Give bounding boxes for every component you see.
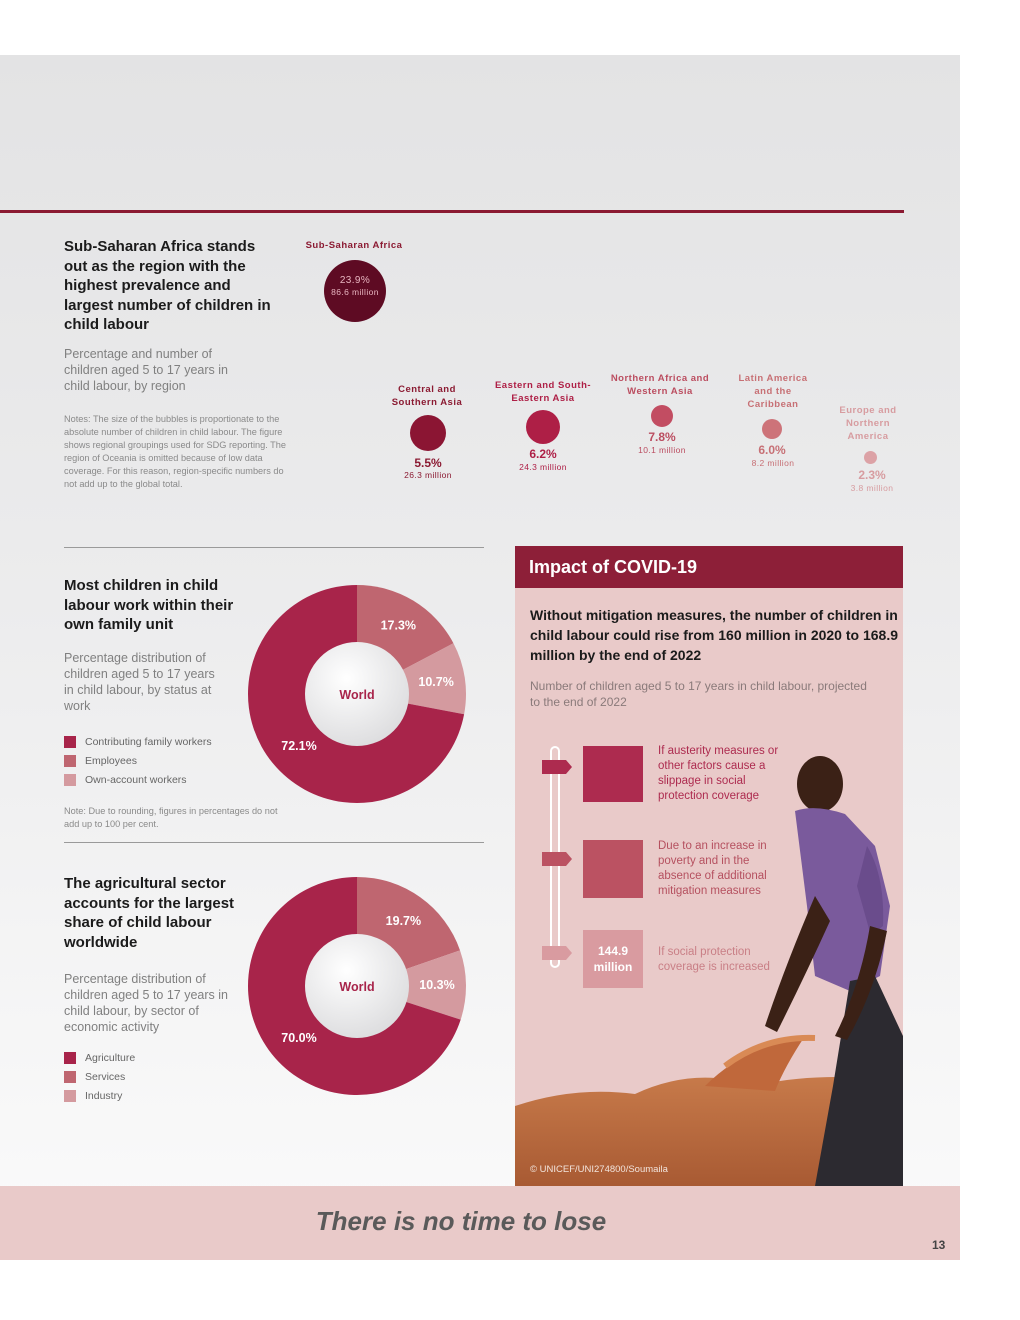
- scenario-square: 144.9 million: [583, 930, 643, 988]
- donut-data-label: 10.7%: [418, 675, 454, 690]
- region-label-lac: Latin America and the Caribbean: [738, 373, 808, 410]
- legend-swatch: [64, 774, 76, 786]
- covid-heading: Without mitigation measures, the number of children in child labour could rise from 160 million in 2020 to 168.9 million by the end of 2022: [530, 607, 898, 663]
- region-mil-csa: 26.3 million: [404, 470, 452, 480]
- regions-heading: Sub-Saharan Africa stands out as the region with the highest prevalence and largest number of children in child labour: [64, 238, 271, 333]
- donut-data-label: 19.7%: [385, 913, 422, 928]
- legend-swatch: [64, 1090, 76, 1102]
- marker-icon: [542, 852, 572, 866]
- status-heading: Most children in child labour work within their own family unit: [64, 577, 234, 633]
- sector-heading: The agricultural sector accounts for the largest share of child labour worldwide: [64, 875, 235, 951]
- legend-swatch: [64, 1052, 76, 1064]
- region-pct-ssa: 23.9%: [339, 275, 371, 286]
- legend-swatch: [64, 755, 76, 767]
- legend-label: Services: [85, 1070, 126, 1083]
- legend-label: Industry: [85, 1089, 123, 1102]
- section-divider-1: [64, 547, 484, 548]
- region-label-esea: Eastern and South-Eastern Asia: [494, 380, 592, 404]
- sector-subtext: Percentage distribution of children aged 5 to 17 years in child labour, by sector of economic activity: [64, 972, 228, 1034]
- legend-item: [64, 1048, 135, 1067]
- scenario-text: If austerity measures or other factors cause a slippage in social protection coverage: [658, 745, 779, 802]
- region-mil-ena: 3.8 million: [850, 483, 894, 493]
- legend-label: Agriculture: [85, 1051, 136, 1064]
- page-number: 13: [932, 1238, 946, 1252]
- region-label-ssa: Sub-Saharan Africa: [305, 240, 403, 251]
- covid-subtext: Number of children aged 5 to 17 years in child labour, projected to the end of 2022: [530, 679, 867, 709]
- sector-donut-chart: [247, 876, 467, 1096]
- status-subtext: Percentage distribution of children aged 5 to 17 years in child labour, by status at work: [64, 651, 215, 713]
- covid-title: Impact of COVID-19: [515, 546, 903, 588]
- marker-icon: [542, 946, 572, 960]
- photo-credit: © UNICEF/UNI274800/Soumaila: [530, 1164, 668, 1175]
- scenario-square: [583, 746, 643, 802]
- region-label-csa: Central and Southern Asia: [391, 384, 463, 408]
- status-donut-chart: [247, 584, 467, 804]
- covid-panel: [515, 546, 903, 1186]
- region-bubble-csa: [410, 415, 446, 451]
- legend-swatch: [64, 736, 76, 748]
- region-pct-lac: 6.0%: [758, 443, 786, 457]
- legend-label: Employees: [85, 754, 137, 767]
- legend-item: [64, 732, 212, 751]
- region-mil-ssa: 86.6 million: [331, 287, 379, 297]
- sector-legend: [64, 1048, 135, 1105]
- donut-data-label: 72.1%: [281, 739, 317, 753]
- region-pct-esea: 6.2%: [529, 447, 557, 461]
- region-label-nawa: Northern Africa and Western Asia: [610, 373, 710, 397]
- region-mil-nawa: 10.1 million: [638, 445, 686, 455]
- legend-item: [64, 1067, 135, 1086]
- donut-data-label: 10.3%: [419, 978, 455, 993]
- region-pct-nawa: 7.8%: [648, 430, 676, 444]
- status-note: Note: Due to rounding, figures in percentages do not add up to 100 per cent.: [64, 806, 278, 829]
- region-pct-csa: 5.5%: [414, 456, 442, 470]
- top-rule: [0, 210, 904, 213]
- marker-icon: [542, 760, 572, 774]
- scenario-text: If social protection coverage is increased: [658, 946, 770, 973]
- legend-label: Own-account workers: [85, 773, 187, 786]
- scenario-text: Due to an increase in poverty and in the absence of additional mitigation measures: [658, 840, 767, 897]
- regions-note: Notes: The size of the bubbles is proportionate to the absolute number of children in child labour. The figure shows regional groupings used for SDG reporting. The region of Oceania is omitted because of low data coverage. For this reason, region-specific numbers do not add up to the global total.: [64, 414, 286, 489]
- donut-center-label: World: [339, 688, 375, 702]
- section-divider-2: [64, 842, 484, 843]
- region-mil-lac: 8.2 million: [751, 458, 795, 468]
- donut-data-label: 70.0%: [281, 1031, 317, 1045]
- region-bubble-lac: [762, 419, 782, 439]
- banner-text: There is no time to lose: [315, 1206, 607, 1236]
- legend-item: [64, 770, 212, 789]
- region-bubble-nawa: [651, 405, 673, 427]
- region-bubble-esea: [526, 410, 560, 444]
- legend-item: [64, 751, 212, 770]
- legend-label: Contributing family workers: [85, 735, 212, 748]
- region-label-ena: Europe and Northern America: [839, 405, 897, 442]
- regions-subtext: Percentage and number of children aged 5 to 17 years in child labour, by region: [64, 347, 228, 393]
- donut-center-label: World: [339, 980, 375, 994]
- legend-swatch: [64, 1071, 76, 1083]
- region-mil-esea: 24.3 million: [519, 462, 567, 472]
- status-legend: [64, 732, 212, 789]
- legend-item: [64, 1086, 135, 1105]
- region-pct-ena: 2.3%: [858, 468, 886, 482]
- donut-data-label: 17.3%: [380, 618, 417, 633]
- region-bubble-ena: [864, 451, 877, 464]
- scenario-square: [583, 840, 643, 898]
